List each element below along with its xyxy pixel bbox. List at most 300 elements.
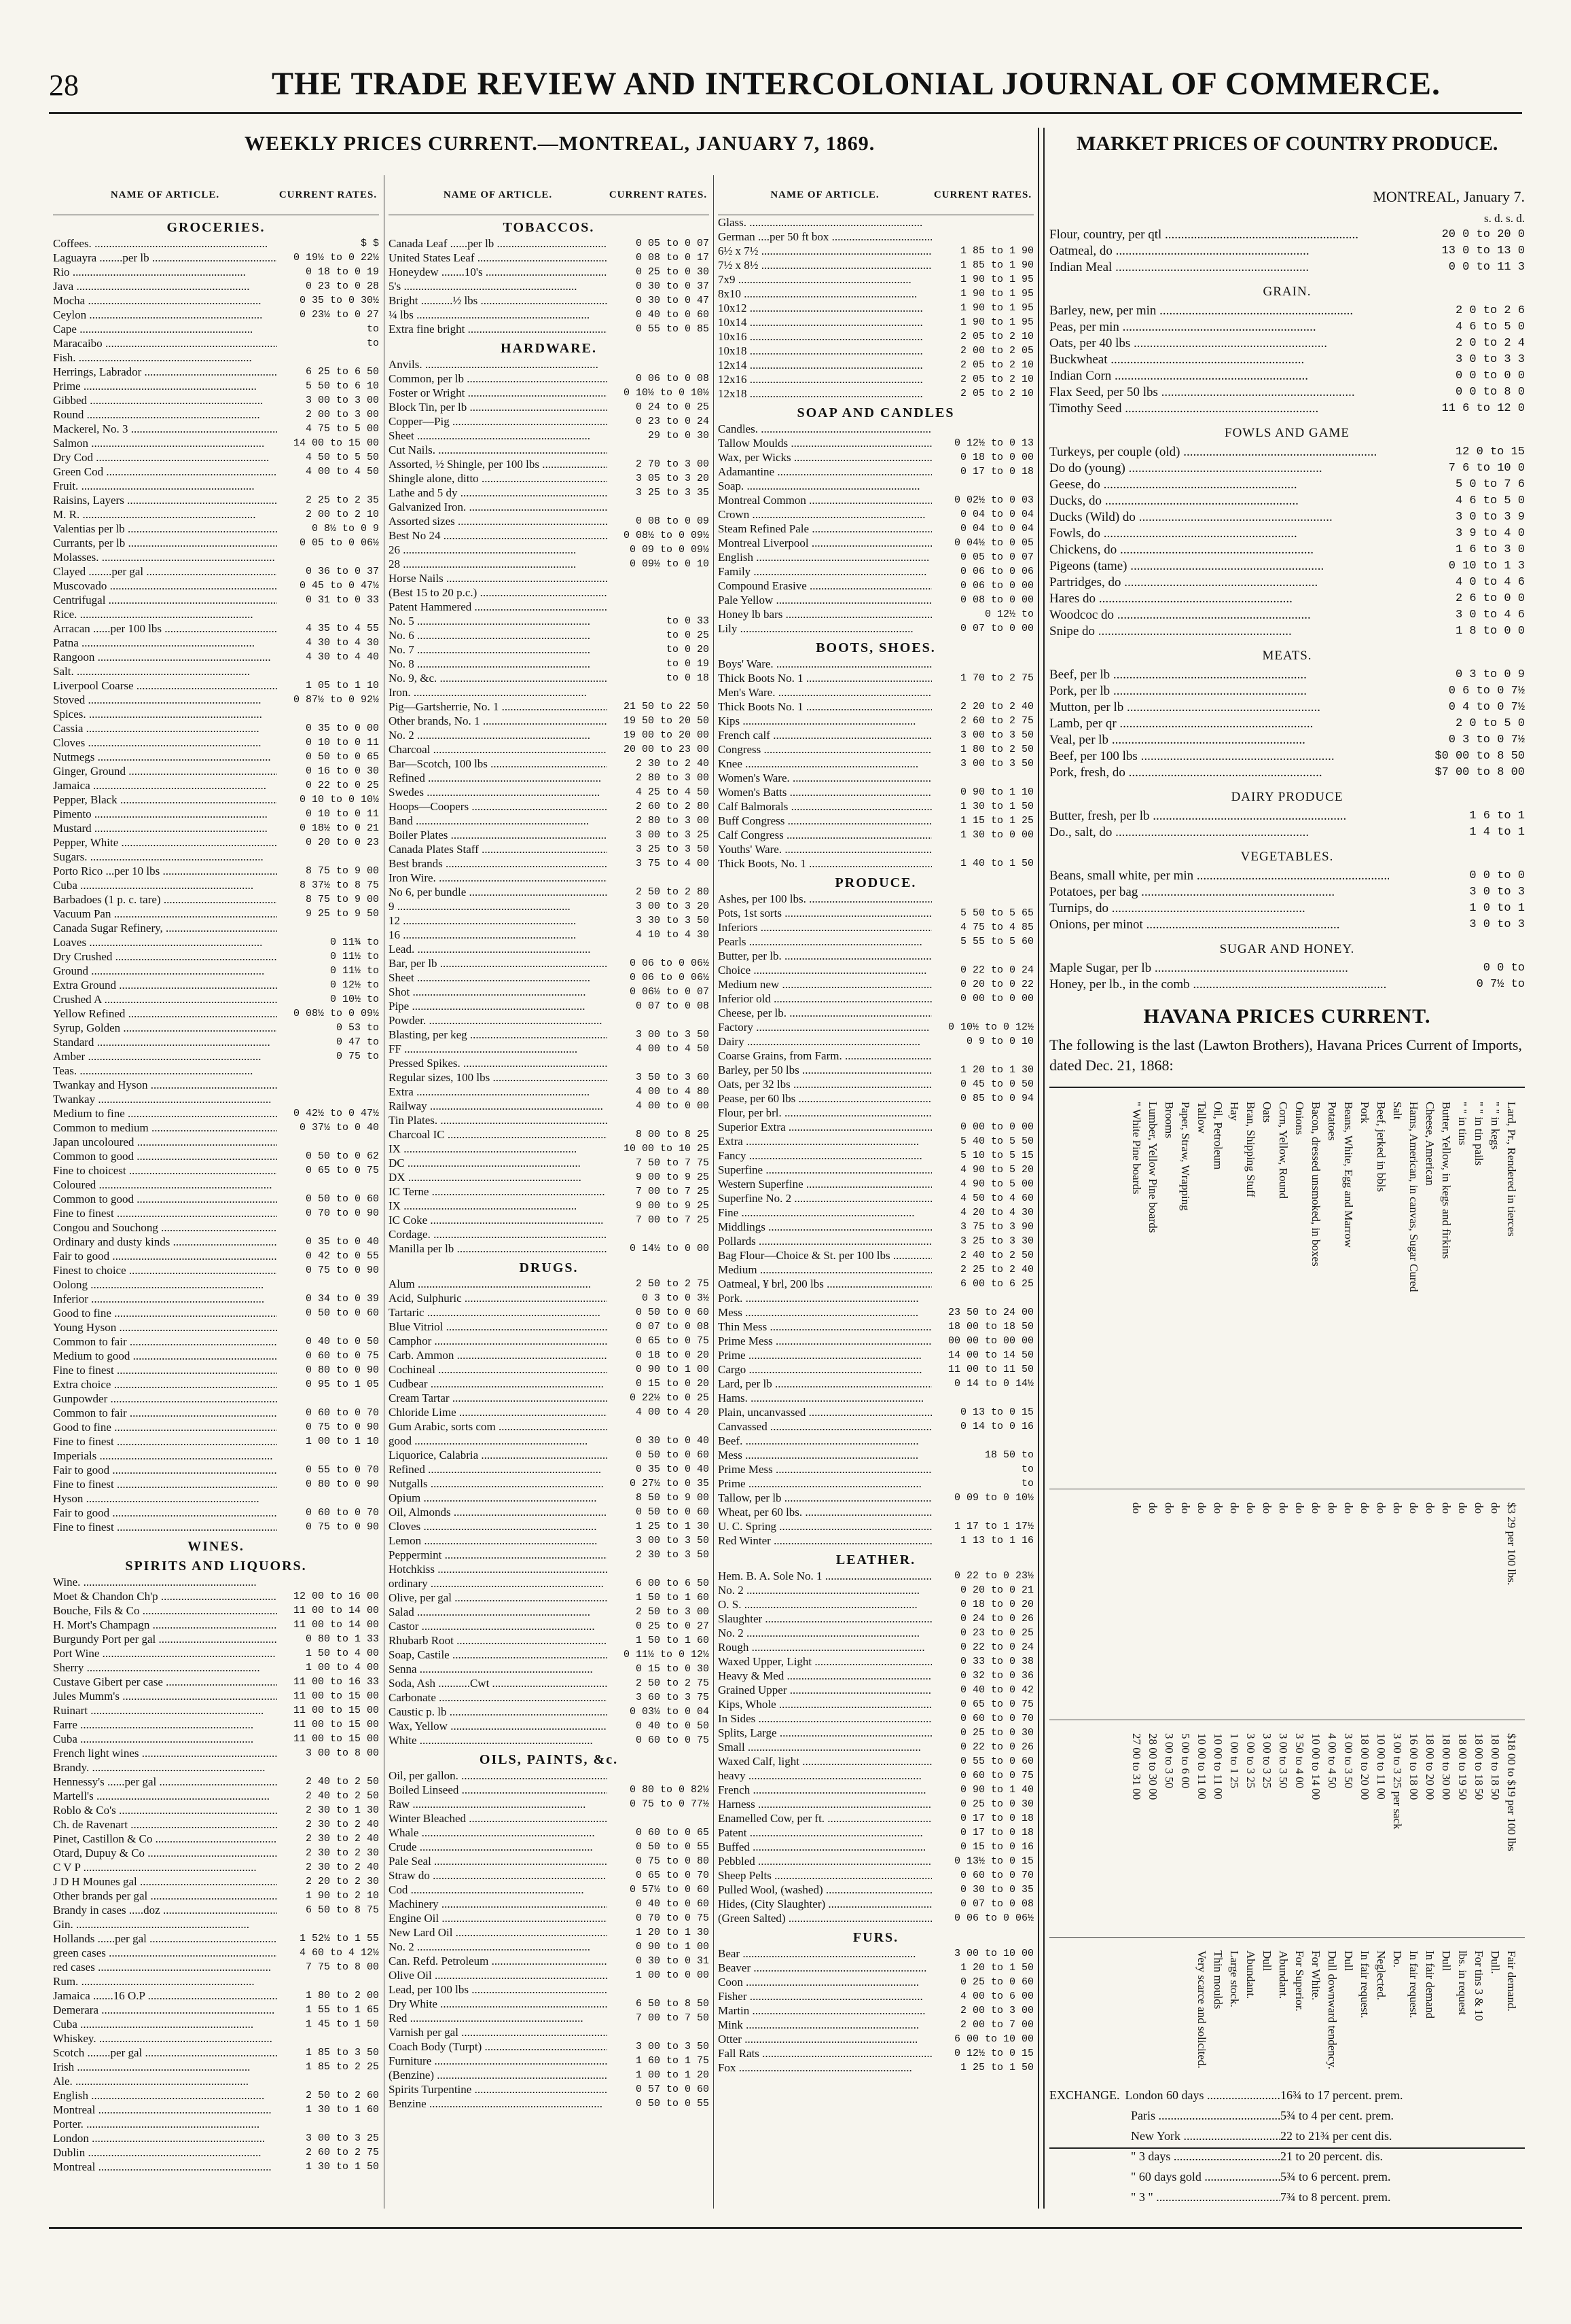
article-name: Cudbear ..... xyxy=(389,1377,607,1391)
article-name: Pressed Spikes. ..... xyxy=(389,1056,607,1070)
market-row xyxy=(1049,227,1525,243)
article-rate: 0 60 to 0 75 xyxy=(305,1350,379,1362)
article-name: Machinery ..... xyxy=(389,1897,607,1911)
havana-price: 3 00 to 3 25 per sack xyxy=(1391,1733,1404,1830)
havana-duty: do xyxy=(1473,1502,1485,1514)
havana-article: Beans, White, Egg and Marrow xyxy=(1342,1102,1355,1248)
article-rate: 1 70 to 2 75 xyxy=(960,672,1034,684)
article-name: Demerara ..... xyxy=(53,2003,277,2017)
price-row xyxy=(718,1462,1034,1476)
price-row xyxy=(53,693,379,707)
article-rate xyxy=(932,230,1034,244)
article-rate: 8 00 to 8 25 xyxy=(635,1129,709,1140)
price-row xyxy=(53,1689,379,1703)
price-row xyxy=(718,977,1034,992)
article-name: Porter. ..... xyxy=(53,2117,277,2131)
price-row xyxy=(718,1783,1034,1797)
article-name: Pipe ..... xyxy=(389,999,607,1013)
price-row xyxy=(718,1006,1034,1020)
price-row xyxy=(389,1576,709,1591)
havana-remark: Abundant. xyxy=(1277,1950,1290,1999)
market-row xyxy=(1049,868,1525,884)
article-name: Common, per lb ..... xyxy=(389,371,607,386)
article-name: Cheese, per lb. ..... xyxy=(718,1006,932,1020)
exchange-name: " 60 days gold ..... xyxy=(1049,2166,1280,2187)
article-name: green cases ..... xyxy=(53,1946,277,1960)
article-rate xyxy=(607,942,709,956)
produce-name: Partridges, do ..... xyxy=(1049,575,1389,591)
article-name: Spices. ..... xyxy=(53,707,277,721)
produce-name: Ducks, do ..... xyxy=(1049,493,1389,509)
article-name: Coach Body (Turpt) ..... xyxy=(389,2039,607,2054)
price-row xyxy=(389,357,709,371)
article-name: No. 7 ..... xyxy=(389,642,607,657)
price-row xyxy=(53,1235,379,1249)
article-rate: 1 20 to 1 30 xyxy=(635,1927,709,1938)
price-row xyxy=(718,1840,1034,1854)
havana-price: 10 00 to 14 00 xyxy=(1310,1733,1322,1800)
price-row xyxy=(718,1448,1034,1462)
price-row xyxy=(53,1292,379,1306)
article-name: Common to good ..... xyxy=(53,1192,277,1206)
article-name: Standard ..... xyxy=(53,1035,277,1049)
article-rate xyxy=(277,607,379,621)
price-row xyxy=(53,1135,379,1149)
price-row xyxy=(389,1633,709,1648)
article-name: London ..... xyxy=(53,2131,277,2145)
price-row xyxy=(718,1234,1034,1248)
article-rate: 5 55 to 5 60 xyxy=(960,936,1034,947)
price-row xyxy=(389,1042,709,1056)
price-row xyxy=(53,493,379,507)
article-name: Cloves ..... xyxy=(389,1519,607,1533)
price-row xyxy=(389,1662,709,1676)
exchange-rate: 5¾ to 6 percent. prem. xyxy=(1280,2170,1391,2183)
article-rate: 0 80 to 1 33 xyxy=(305,1633,379,1645)
price-row xyxy=(389,1768,709,1783)
article-name: Fine to finest ..... xyxy=(53,1363,277,1377)
price-row xyxy=(53,1306,379,1320)
price-row xyxy=(718,1811,1034,1826)
article-rate: 0 75 to 0 90 xyxy=(305,1421,379,1433)
article-rate: 0 40 to 0 50 xyxy=(635,1720,709,1732)
price-row xyxy=(53,407,379,422)
article-name: Castor ..... xyxy=(389,1619,607,1633)
article-rate: 4 00 to 4 80 xyxy=(635,1086,709,1097)
price-row xyxy=(389,1954,709,1968)
article-name: Sheet ..... xyxy=(389,429,607,443)
produce-name: Butter, fresh, per lb ..... xyxy=(1049,808,1389,824)
price-row xyxy=(718,1291,1034,1305)
market-row xyxy=(1049,401,1525,417)
article-rate xyxy=(277,707,379,721)
price-row xyxy=(53,1406,379,1420)
article-name: Thick Boots No. 1 ..... xyxy=(718,700,932,714)
article-rate xyxy=(607,1113,709,1127)
price-row xyxy=(718,1163,1034,1177)
produce-rate: 7 6 to 10 0 xyxy=(1448,462,1525,475)
article-rate: 4 90 to 5 00 xyxy=(960,1178,1034,1190)
price-row xyxy=(53,1974,379,1989)
article-name: Salmon ..... xyxy=(53,436,277,450)
price-row xyxy=(718,934,1034,949)
produce-name: Buckwheat ..... xyxy=(1049,352,1389,368)
produce-name: Honey, per lb., in the comb ..... xyxy=(1049,977,1389,993)
havana-article: " " in tins xyxy=(1456,1102,1469,1146)
price-row xyxy=(53,621,379,636)
article-rate: 3 05 to 3 20 xyxy=(635,473,709,484)
article-rate: 3 00 to 3 50 xyxy=(960,729,1034,741)
article-rate: 8 75 to 9 00 xyxy=(305,865,379,877)
price-row xyxy=(718,358,1034,372)
article-rate: 6 00 to 6 50 xyxy=(635,1578,709,1589)
price-row xyxy=(718,258,1034,272)
article-name: FF ..... xyxy=(389,1042,607,1056)
article-rate: 0 75 to 0 80 xyxy=(635,1855,709,1867)
article-name: Benzine ..... xyxy=(389,2096,607,2111)
price-row xyxy=(718,1961,1034,1975)
article-name: Whale ..... xyxy=(389,1826,607,1840)
price-row xyxy=(53,793,379,807)
article-rate: 4 60 to 4 12½ xyxy=(299,1947,379,1959)
article-name: No. 2 ..... xyxy=(718,1583,932,1597)
price-row xyxy=(718,436,1034,450)
article-rate xyxy=(932,842,1034,856)
havana-duty: do xyxy=(1326,1502,1339,1514)
exchange-row xyxy=(1049,2146,1525,2166)
article-name: Mackerel, No. 3 ..... xyxy=(53,422,277,436)
price-row xyxy=(53,1989,379,2003)
article-name: Blue Vitriol ..... xyxy=(389,1320,607,1334)
price-row xyxy=(53,1477,379,1491)
article-rate: 0 40 to 0 42 xyxy=(960,1684,1034,1696)
section-heading: WINES. xyxy=(187,1539,245,1554)
article-name: Cassia ..... xyxy=(53,721,277,736)
article-name: Arracan ......per 100 lbs ..... xyxy=(53,621,277,636)
section-heading: SOAP AND CANDLES xyxy=(797,405,955,420)
article-name: No. 2 ..... xyxy=(718,1626,932,1640)
produce-name: Barley, new, per min ..... xyxy=(1049,303,1389,319)
havana-price: 18 00 to 19 50 xyxy=(1456,1733,1469,1800)
article-rate: 1 00 to 1 10 xyxy=(305,1436,379,1447)
price-row xyxy=(53,522,379,536)
price-row xyxy=(389,657,709,671)
price-row xyxy=(389,2039,709,2054)
price-row xyxy=(389,1028,709,1042)
produce-rate: 1 6 to 3 0 xyxy=(1455,543,1525,556)
price-row xyxy=(53,949,379,964)
price-row xyxy=(53,2031,379,2046)
article-name: Thick Boots No. 1 ..... xyxy=(718,671,932,685)
article-rate: 0 14 to 0 16 xyxy=(960,1421,1034,1432)
article-name: Men's Ware. ..... xyxy=(718,685,932,700)
section-heading: FURS. xyxy=(852,1930,899,1945)
article-rate: 0 00 to 0 00 xyxy=(960,993,1034,1004)
havana-price: 3 00 to 3 50 xyxy=(1342,1733,1355,1789)
article-rate: 7 00 to 7 25 xyxy=(635,1186,709,1197)
article-name: good ..... xyxy=(389,1434,607,1448)
article-rate: 0 55 to 0 70 xyxy=(305,1464,379,1476)
article-rate: 2 70 to 3 00 xyxy=(635,458,709,470)
price-row xyxy=(53,336,379,350)
article-rate: 0 17 to 0 18 xyxy=(960,466,1034,477)
price-row xyxy=(389,685,709,700)
article-rate: 2 40 to 2 50 xyxy=(960,1250,1034,1261)
article-name: 6½ x 7½ ..... xyxy=(718,244,932,258)
column-header xyxy=(389,175,709,215)
article-name: Canada Plates Staff ..... xyxy=(389,842,607,856)
price-row xyxy=(389,1334,709,1348)
price-row xyxy=(389,585,709,600)
produce-rate: 0 0 to 0 0 xyxy=(1455,369,1525,382)
produce-name: Ducks (Wild) do ..... xyxy=(1049,509,1389,526)
article-rate: 1 20 to 1 30 xyxy=(960,1064,1034,1076)
havana-article: Lumber, Yellow Pine boards xyxy=(1146,1102,1159,1233)
article-name: Calf Congress ..... xyxy=(718,828,932,842)
article-rate: 0 60 to 0 70 xyxy=(305,1407,379,1419)
article-name: Tallow, per lb ..... xyxy=(718,1491,932,1505)
article-name: Bag Flour—Choice & St. per 100 lbs ..... xyxy=(718,1248,932,1263)
havana-article: " " in kegs xyxy=(1489,1102,1502,1150)
article-name: Carbonate ..... xyxy=(389,1690,607,1705)
price-row xyxy=(53,1646,379,1660)
article-name: Butter, per lb. ..... xyxy=(718,949,932,963)
article-name: Heavy & Med ..... xyxy=(718,1669,932,1683)
market-group-title: GRAIN. xyxy=(1263,285,1312,299)
article-name: Liquorice, Calabria ..... xyxy=(389,1448,607,1462)
price-row xyxy=(53,1121,379,1135)
article-name: Honey lb bars ..... xyxy=(718,607,932,621)
article-rate: 2 05 to 2 10 xyxy=(960,388,1034,399)
havana-article: Tallow xyxy=(1195,1102,1208,1133)
havana-article: Bran, Shipping Stuff xyxy=(1244,1102,1257,1197)
article-rate: 0 60 to 0 75 xyxy=(635,1735,709,1746)
article-name: Round ..... xyxy=(53,407,277,422)
exchange-row xyxy=(1049,2126,1525,2146)
article-rate: 6 25 to 6 50 xyxy=(305,366,379,378)
article-name: Fair to good ..... xyxy=(53,1506,277,1520)
article-name: Pepper, Black ..... xyxy=(53,793,277,807)
article-name: Caustic p. lb ..... xyxy=(389,1705,607,1719)
market-row xyxy=(1049,683,1525,700)
article-name: Slaughter ..... xyxy=(718,1612,932,1626)
article-rate: 2 40 to 2 50 xyxy=(305,1790,379,1802)
article-name: Syrup, Golden ..... xyxy=(53,1021,277,1035)
havana-article: " White Pine boards xyxy=(1130,1102,1143,1195)
havana-article: Butter, Yellow, in kegs and firkins xyxy=(1440,1102,1453,1259)
article-rate: 1 85 to 2 25 xyxy=(305,2061,379,2073)
price-row xyxy=(53,2117,379,2131)
price-row xyxy=(389,400,709,414)
produce-rate: 0 0 to 11 3 xyxy=(1448,261,1525,274)
article-name: Boiled Linseed ..... xyxy=(389,1783,607,1797)
article-rate: 4 10 to 4 30 xyxy=(635,929,709,941)
price-row xyxy=(718,842,1034,856)
havana-price: 10 00 to 11 00 xyxy=(1375,1733,1388,1800)
article-name: Cuba ..... xyxy=(53,2017,277,2031)
price-row xyxy=(389,1648,709,1662)
price-row xyxy=(718,1754,1034,1768)
article-name: (Benzine) ..... xyxy=(389,2068,607,2082)
produce-rate: 3 0 to 4 6 xyxy=(1455,609,1525,621)
havana-price: 3 00 to 3 25 xyxy=(1244,1733,1257,1789)
article-name: Mess ..... xyxy=(718,1448,932,1462)
article-name: 9 ..... xyxy=(389,899,607,913)
price-row xyxy=(389,1434,709,1448)
price-row xyxy=(53,550,379,564)
article-rate xyxy=(932,1291,1034,1305)
price-row xyxy=(718,1248,1034,1263)
article-rate: 0 02½ to 0 03 xyxy=(954,494,1034,506)
market-row xyxy=(1049,591,1525,607)
article-rate: 11 00 to 16 33 xyxy=(293,1676,379,1688)
price-row xyxy=(718,1883,1034,1897)
price-row xyxy=(53,2088,379,2103)
produce-rate: 0 0 to 8 0 xyxy=(1455,386,1525,399)
havana-remark: In fair demand xyxy=(1424,1950,1437,2019)
article-name: Brandy in cases .....doz ..... xyxy=(53,1903,277,1917)
article-rate: 0 17 to 0 18 xyxy=(960,1813,1034,1824)
article-rate: 0 06 to 0 06 xyxy=(960,566,1034,577)
article-rate xyxy=(277,479,379,493)
article-name: IX ..... xyxy=(389,1142,607,1156)
price-row xyxy=(718,1569,1034,1583)
havana-remark: For tins 3 & 10 xyxy=(1473,1950,1485,2021)
price-row xyxy=(53,265,379,279)
article-name: Assorted sizes ..... xyxy=(389,514,607,528)
article-name: Herrings, Labrador ..... xyxy=(53,365,277,379)
article-rate: 0 11½ to xyxy=(329,951,379,962)
article-name: Glass. ..... xyxy=(718,215,932,230)
article-name: Irish ..... xyxy=(53,2060,277,2074)
article-name: Refined ..... xyxy=(389,1462,607,1476)
article-rate: 0 22½ to 0 25 xyxy=(629,1392,709,1404)
article-rate: 2 30 to 2 40 xyxy=(305,1819,379,1830)
havana-article: Brooms xyxy=(1163,1102,1176,1138)
article-rate: 1 00 to 1 20 xyxy=(635,2069,709,2081)
price-row xyxy=(389,728,709,742)
price-row xyxy=(718,1134,1034,1148)
price-row xyxy=(389,1391,709,1405)
article-name: Lard, per lb ..... xyxy=(718,1377,932,1391)
price-row xyxy=(389,1348,709,1362)
article-rate xyxy=(277,1760,379,1775)
price-row xyxy=(389,1405,709,1419)
article-name: Peppermint ..... xyxy=(389,1548,607,1562)
article-name: Beaver ..... xyxy=(718,1961,932,1975)
article-rate: 0 50 to 0 60 xyxy=(635,1307,709,1318)
price-row xyxy=(718,1519,1034,1533)
price-row xyxy=(718,550,1034,564)
havana-price: 3 50 to 4 00 xyxy=(1293,1733,1306,1789)
market-row xyxy=(1049,493,1525,509)
article-rate: 2 60 to 2 75 xyxy=(305,2147,379,2158)
article-name: Prime ..... xyxy=(718,1348,932,1362)
article-rate: 0 07 to 0 08 xyxy=(635,1321,709,1332)
article-rate: 0 50 to 0 62 xyxy=(305,1150,379,1162)
article-rate: 0 10½ to 0 12½ xyxy=(947,1021,1034,1033)
divider-main xyxy=(1038,128,1039,2209)
havana-price: 1 00 to 1 25 xyxy=(1228,1733,1241,1789)
price-row xyxy=(718,1868,1034,1883)
section-heading: TOBACCOS. xyxy=(503,220,595,235)
article-name: Boiler Plates ..... xyxy=(389,828,607,842)
havana-duty: do xyxy=(1293,1502,1306,1514)
article-rate: 0 08½ to 0 09½ xyxy=(293,1008,379,1019)
price-row xyxy=(389,279,709,293)
article-name: Enamelled Cow, per ft. ..... xyxy=(718,1811,932,1826)
article-rate: 0 36 to 0 37 xyxy=(305,566,379,577)
price-row xyxy=(718,1334,1034,1348)
article-name: 12x16 ..... xyxy=(718,372,932,386)
produce-name: Veal, per lb ..... xyxy=(1049,732,1389,748)
article-name: Galvanized Iron. ..... xyxy=(389,500,607,514)
article-rate: 0 31 to 0 33 xyxy=(305,594,379,606)
havana-sep-3 xyxy=(1049,1937,1525,1938)
price-row xyxy=(53,1589,379,1603)
havana-price: 5 00 to 6 00 xyxy=(1179,1733,1192,1789)
market-row xyxy=(1049,509,1525,526)
price-row xyxy=(53,507,379,522)
article-rate: 1 55 to 1 65 xyxy=(305,2004,379,2016)
article-name: Good to fine ..... xyxy=(53,1420,277,1434)
article-rate: 2 50 to 2 75 xyxy=(635,1278,709,1290)
price-row xyxy=(53,664,379,678)
price-row xyxy=(53,821,379,835)
article-name: Congress ..... xyxy=(718,742,932,757)
article-rate xyxy=(277,1491,379,1506)
article-name: Gibbed ..... xyxy=(53,393,277,407)
article-name: Alum ..... xyxy=(389,1277,607,1291)
article-rate: 1 40 to 1 50 xyxy=(960,858,1034,869)
price-row xyxy=(389,1013,709,1028)
article-name: Women's Ware. ..... xyxy=(718,771,932,785)
article-name: Powder. ..... xyxy=(389,1013,607,1028)
article-name: ¼ lbs ..... xyxy=(389,308,607,322)
article-name: Cargo ..... xyxy=(718,1362,932,1377)
article-rate: 2 30 to 2 40 xyxy=(305,1862,379,1873)
price-row xyxy=(718,828,1034,842)
article-name: Steam Refined Pale ..... xyxy=(718,522,932,536)
article-rate: 0 18 to 0 20 xyxy=(635,1349,709,1361)
article-name: Fair to good ..... xyxy=(53,1463,277,1477)
havana-remark: For Superior. xyxy=(1293,1950,1306,2012)
article-rate: 0 08 to 0 00 xyxy=(960,594,1034,606)
article-rate: 0 3 to 0 3½ xyxy=(641,1292,709,1304)
article-name: Tallow Moulds ..... xyxy=(718,436,932,450)
article-name: Ginger, Ground ..... xyxy=(53,764,277,778)
price-row xyxy=(718,657,1034,671)
article-name: Ale. ..... xyxy=(53,2074,277,2088)
article-name: Prime ..... xyxy=(718,1476,932,1491)
article-rate: 5 50 to 6 10 xyxy=(305,380,379,392)
price-row xyxy=(389,942,709,956)
article-rate: 2 00 to 2 05 xyxy=(960,345,1034,357)
price-row xyxy=(389,1070,709,1085)
column-header xyxy=(53,175,379,215)
market-group-title: FOWLS AND GAME xyxy=(1225,426,1350,440)
article-rate: 18 00 to 18 50 xyxy=(947,1321,1034,1332)
article-rate: 0 30 to 0 47 xyxy=(635,295,709,306)
market-row xyxy=(1049,607,1525,623)
article-rate: 11 00 to 15 00 xyxy=(293,1719,379,1730)
article-name: Canada Leaf ......per lb ..... xyxy=(389,236,607,251)
price-row xyxy=(53,350,379,365)
article-rate: 0 09 to 0 10½ xyxy=(954,1492,1034,1504)
article-rate: 1 90 to 1 95 xyxy=(960,274,1034,285)
article-name: Charcoal ..... xyxy=(389,742,607,757)
price-row xyxy=(53,2046,379,2060)
